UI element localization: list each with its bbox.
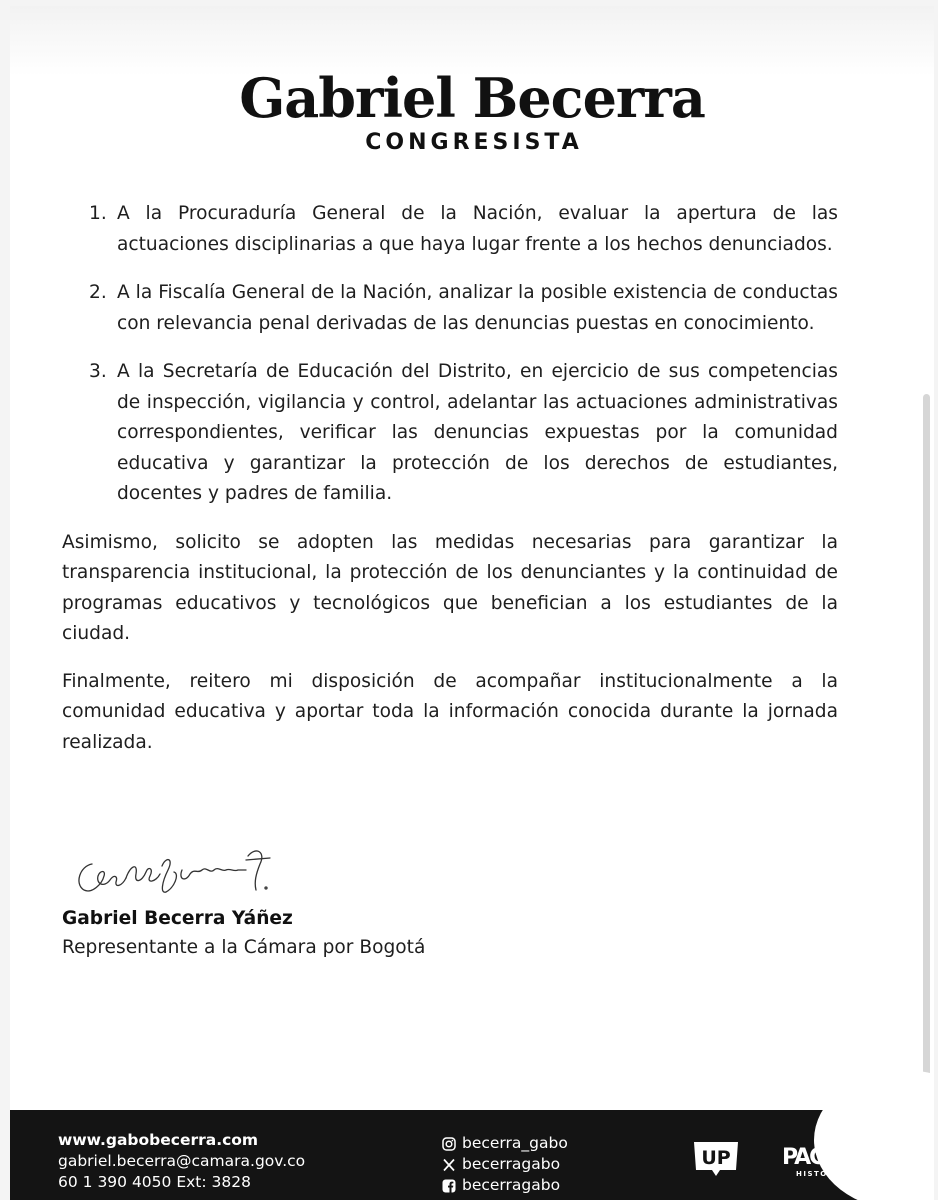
footer-social <box>442 1133 568 1196</box>
letterhead <box>10 68 934 155</box>
instagram-icon <box>442 1137 456 1151</box>
social-item-x[interactable] <box>442 1154 568 1175</box>
signer-name: Gabriel Becerra Yáñez <box>62 908 293 929</box>
svg-text:UP: UP <box>701 1147 731 1169</box>
up-party-logo <box>690 1138 742 1178</box>
list-item-text: A la Secretaría de Educación del Distrito, en ejercicio de sus competencias de inspección, vigilancia y control, adelantar las actuaciones administrativas correspondientes, verificar las denuncias expuestas por la comunidad educativa y garantizar la protección de los derechos de estudiantes, docentes y padres de familia. <box>117 361 838 504</box>
svg-text:PACTO: PACTO <box>782 1145 853 1170</box>
list-item-number: 2. <box>89 282 107 303</box>
list-item-number: 3. <box>89 361 107 382</box>
x-icon <box>442 1158 456 1172</box>
requests-list <box>62 199 838 510</box>
x-handle: becerragabo <box>462 1155 561 1173</box>
scrollbar[interactable] <box>923 394 930 1096</box>
list-item <box>62 278 838 339</box>
letterhead-subtitle: CONGRESISTA <box>365 130 583 155</box>
svg-text:HISTÓRICO: HISTÓRICO <box>796 1170 853 1178</box>
letter-body <box>62 199 838 775</box>
paragraph-finalmente: Finalmente, reitero mi disposición de acompañar institucionalmente a la comunidad educativa y aportar toda la información conocida durante la jornada realizada. <box>62 670 838 753</box>
list-item <box>62 199 838 260</box>
list-item <box>62 357 838 510</box>
list-item-text: A la Fiscalía General de la Nación, analizar la posible existencia de conductas con relevancia penal derivadas de las denuncias puestas en conocimiento. <box>117 282 838 334</box>
letter-footer <box>10 1110 934 1200</box>
pacto-historico-logo <box>780 1138 890 1182</box>
facebook-handle: becerragabo <box>462 1176 561 1194</box>
footer-phone: 60 1 390 4050 Ext: 3828 <box>58 1173 251 1191</box>
list-item-text: A la Procuraduría General de la Nación, evaluar la apertura de las actuaciones disciplinarias a que haya lugar frente a los hechos denunciados. <box>117 203 838 255</box>
footer-contact <box>58 1130 305 1193</box>
handwritten-signature <box>70 836 300 906</box>
document-page <box>10 6 934 1200</box>
social-item-instagram[interactable] <box>442 1133 568 1154</box>
paragraph-asimismo: Asimismo, solicito se adopten las medidas necesarias para garantizar la transparencia institucional, la protección de los denunciantes y la continuidad de programas educativos y tecnológicos que benefician a los estudiantes de la ciudad. <box>62 531 838 644</box>
list-item-number: 1. <box>89 203 107 224</box>
facebook-icon <box>442 1179 456 1193</box>
instagram-handle: becerra_gabo <box>462 1134 568 1152</box>
social-item-facebook[interactable] <box>442 1175 568 1196</box>
footer-email[interactable]: gabriel.becerra@camara.gov.co <box>58 1152 306 1170</box>
signer-role: Representante a la Cámara por Bogotá <box>62 937 426 958</box>
footer-website[interactable]: www.gabobecerra.com <box>58 1131 259 1149</box>
letterhead-name: Gabriel Becerra <box>239 66 705 130</box>
